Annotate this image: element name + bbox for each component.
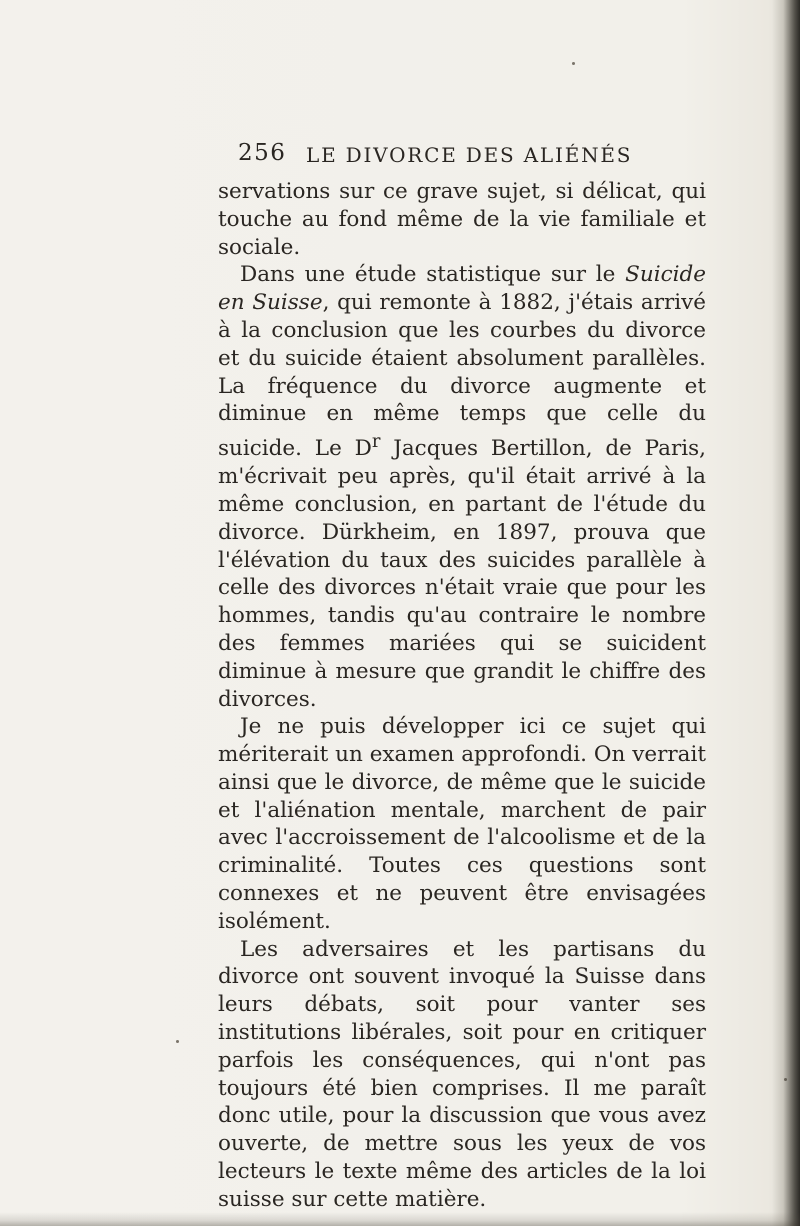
paragraph-2-intro: Dans une étude statistique sur le: [240, 262, 626, 288]
work-title: Suicide en Suisse: [218, 262, 706, 316]
page-number: 256: [238, 140, 287, 166]
page-edge-shadow: [772, 0, 800, 1226]
paragraph-3: Je ne puis développer ici ce sujet qui mériterait un examen approfondi. On verrait ainsi que le divorce, de même que le suicide et l'aliénation mentale, marchent de pair avec l'accroissement de l'alcoolisme et de la criminalité. Toutes ces questions sont connexes et ne peuvent être envisagées isolément.: [218, 714, 706, 934]
doctor-abbrev-superscript: r: [371, 431, 381, 453]
body-text: [218, 178, 706, 1214]
paragraph-1: servations sur ce grave sujet, si délicat, qui touche au fond même de la vie familiale et sociale.: [218, 179, 706, 260]
page-header: [238, 140, 658, 174]
doctor-abbrev: D: [354, 436, 372, 462]
paragraph-2-middle: , qui remonte à 1882, j'étais arrivé à la conclusion que les courbes du divorce et du suicide étaient absolument parallèles. La fréquence du divorce augmente et diminue en même temps que celle du suicide. Le: [218, 290, 706, 462]
paper-speck: [572, 62, 575, 65]
paragraph-2-end: Jacques Bertillon, de Paris, m'écrivait peu après, qu'il était arrivé à la même conclusion, en partant de l'étude du divorce. Dürkheim, en 1897, prouva que l'élévation du taux des suicides parallèle à celle des divorces n'était vraie que pour les hommes, tandis qu'au contraire le nombre des femmes mariées qui se suicident diminue à mesure que grandit le chiffre des divorces.: [218, 436, 706, 712]
paragraph-2: [218, 261, 706, 713]
page-bottom-shadow: [0, 1212, 800, 1226]
running-title: LE DIVORCE DES ALIÉNÉS: [306, 143, 633, 167]
paragraph-4: Les adversaires et les partisans du divorce ont souvent invoqué la Suisse dans leurs débats, soit pour vanter ses institutions libérales, soit pour en critiquer parfois les conséquences, qui n'ont pas toujours été bien comprises. Il me paraît donc utile, pour la discussion que vous avez ouverte, de mettre sous les yeux de vos lecteurs le texte même des articles de la loi suisse sur cette matière.: [218, 936, 706, 1212]
paper-speck: [176, 1040, 179, 1043]
